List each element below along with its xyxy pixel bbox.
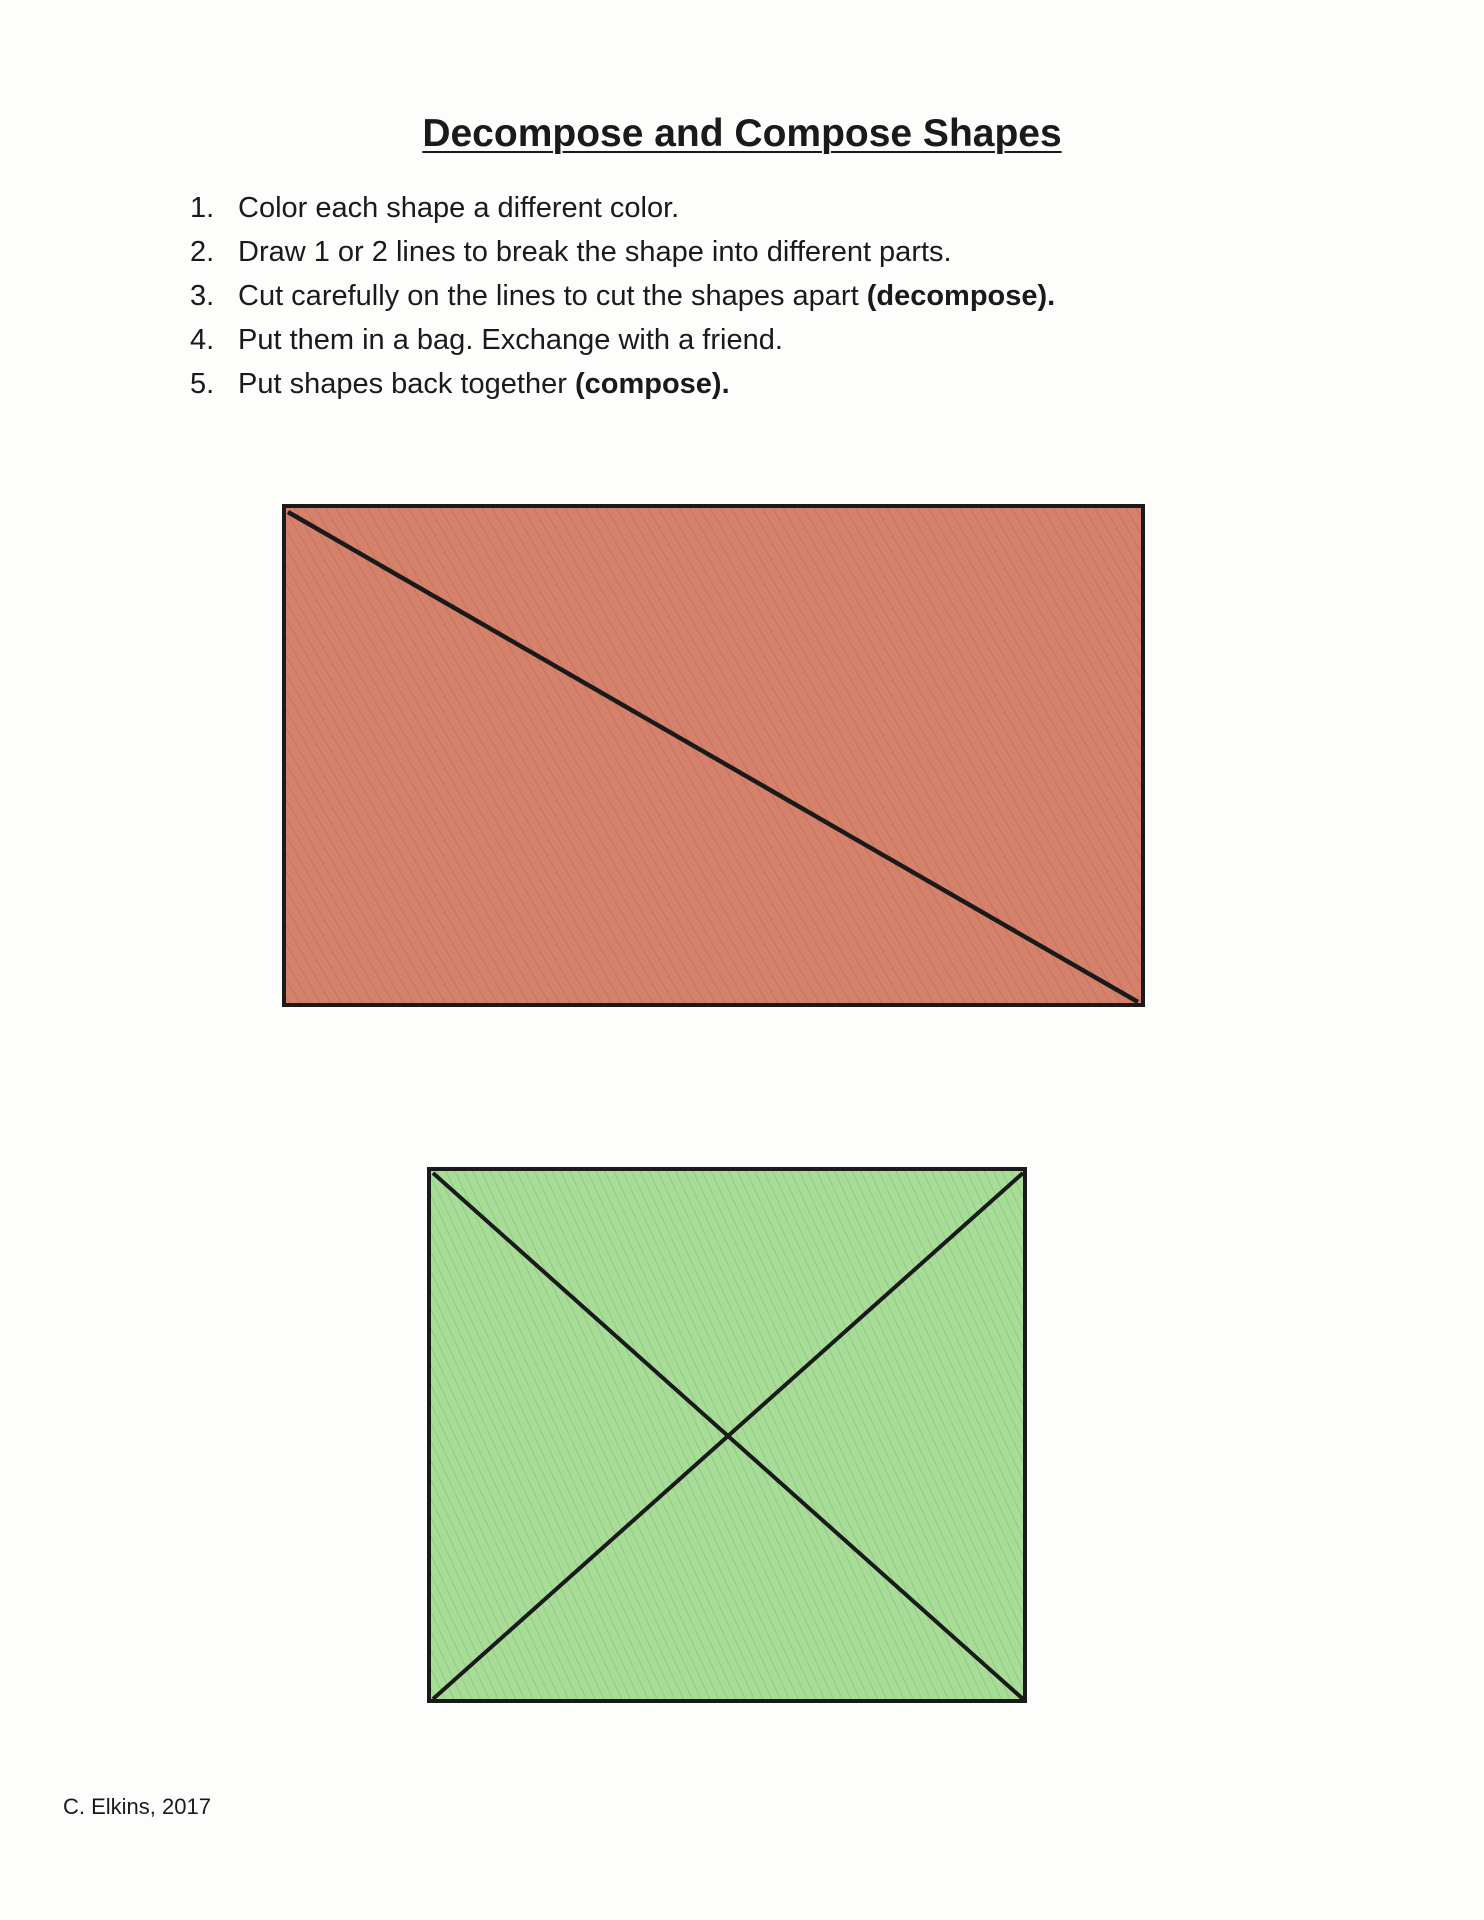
step-text: Put them in a bag. Exchange with a friend. [238,324,783,356]
step-text: Cut carefully on the lines to cut the shapes apart [238,280,867,312]
author-credit: C. Elkins, 2017 [63,1794,211,1819]
instruction-step [190,362,1055,406]
step-text: Draw 1 or 2 lines to break the shape into different parts. [238,236,952,268]
step-number: 2. [190,236,215,268]
instruction-step [190,186,1055,230]
instruction-step [190,230,1055,274]
step-number: 3. [190,280,215,312]
step-number: 4. [190,324,215,356]
step-bold-text: (decompose). [866,280,1056,312]
step-number: 1. [190,192,215,224]
step-text: Color each shape a different color. [238,192,680,224]
instruction-step [190,274,1055,318]
square-shape [425,1165,1031,1707]
instruction-list [190,186,1055,406]
instruction-step [190,318,1055,362]
step-bold-text: (compose). [574,368,730,400]
page-title: Decompose and Compose Shapes [422,112,1062,155]
rectangle-shape [280,502,1150,1014]
step-number: 5. [190,368,215,400]
step-text: Put shapes back together [238,368,575,400]
